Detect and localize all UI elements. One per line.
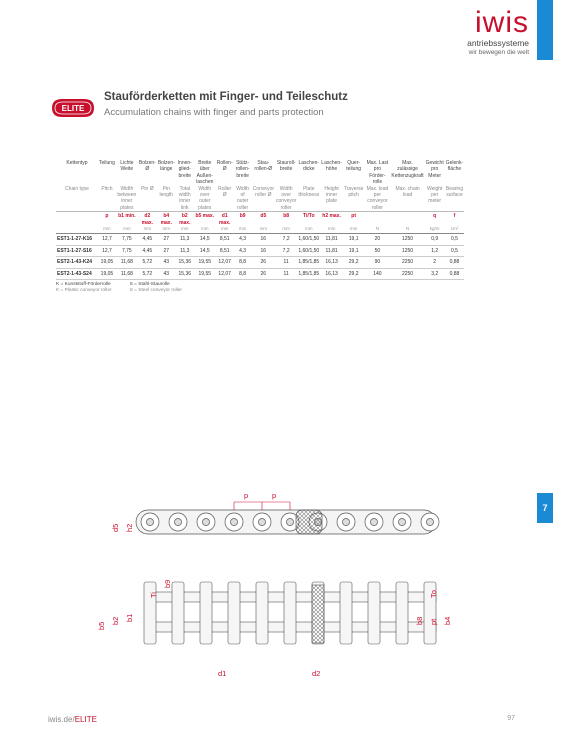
symbols-cell: b5 max.	[194, 212, 216, 226]
pin-side	[203, 519, 210, 526]
table-cell: 11,3	[176, 234, 194, 246]
table-cell: EST1-1-27-S16	[56, 245, 98, 257]
table-cell: 16	[252, 234, 275, 246]
table-cell: 26	[252, 268, 275, 280]
label-d5: d5	[111, 523, 120, 532]
pin-side	[259, 519, 266, 526]
label-b8: b8	[415, 616, 424, 625]
badge-text: ELITE	[61, 104, 85, 113]
headers_en-cell: Weight per meter	[426, 185, 443, 205]
footer-link[interactable]	[48, 715, 97, 724]
table-cell: 0,5	[445, 245, 465, 257]
units-cell: cm²	[445, 226, 465, 234]
table-cell: 12,07	[216, 268, 234, 280]
symbols-cell: b1 min.	[116, 212, 138, 226]
table-row	[56, 257, 464, 269]
units-cell: mm	[320, 226, 343, 234]
pin-side	[427, 519, 434, 526]
headers_en-cell: Height inner plate	[324, 185, 339, 205]
page-number: 97	[507, 715, 515, 722]
headers_en-cell: Traverse pitch	[343, 185, 364, 199]
table-cell: 19,1	[343, 245, 365, 257]
roller-plan	[228, 582, 240, 644]
units-cell: mm	[252, 226, 275, 234]
headers_en-cell: Pin length	[159, 185, 174, 199]
headers_de-cell: Laschen-höhe	[321, 160, 342, 173]
label-pt: pt	[429, 618, 438, 625]
table-cell: 11,68	[116, 268, 138, 280]
headers_de-cell: Lichte Weite	[120, 160, 134, 173]
symbols-cell: b9	[234, 212, 252, 226]
table-cell: 27	[157, 234, 176, 246]
footer-section: ELITE	[74, 715, 97, 724]
table-cell: 11,3	[176, 245, 194, 257]
units-cell: mm	[157, 226, 176, 234]
table-cell: 19,1	[343, 234, 365, 246]
label-h2: h2	[125, 523, 134, 532]
symbols-cell: b4 max.	[157, 212, 176, 226]
symbols-cell: pt	[343, 212, 365, 226]
table-cell: EST1-1-27-K16	[56, 234, 98, 246]
table-cell: 14,5	[194, 245, 216, 257]
legend-s	[130, 282, 182, 294]
legend	[56, 282, 182, 294]
table-cell: 4,3	[234, 234, 252, 246]
table-cell: 1250	[390, 234, 424, 246]
headers_de-cell: Max. Last pro Förder-rolle	[366, 160, 389, 186]
pin-side	[231, 519, 238, 526]
page-subtitle: Accumulation chains with finger and parts protection	[104, 107, 324, 118]
table-cell: 16,13	[320, 257, 343, 269]
label-b5: b5	[97, 621, 106, 630]
symbols-cell: d5	[252, 212, 275, 226]
brand-line2: wir bewegen die welt	[468, 49, 529, 56]
table-cell: 2250	[390, 268, 424, 280]
symbols-cell: d1 max.	[216, 212, 234, 226]
header-row-de	[56, 160, 464, 186]
table-cell: 5,72	[138, 257, 157, 269]
roller-plan	[340, 582, 352, 644]
table-cell: 43	[157, 257, 176, 269]
units-cell: mm	[275, 226, 297, 234]
table-cell: 0,5	[445, 234, 465, 246]
roller-plan	[144, 582, 156, 644]
table-cell: 4,3	[234, 245, 252, 257]
brand-line1: antriebssysteme	[467, 38, 529, 48]
headers_en-cell: Pin Ø	[141, 185, 154, 192]
table-cell: 12,7	[98, 234, 116, 246]
headers_de-cell: Breite über Außen-laschen	[196, 160, 214, 186]
table-row	[56, 234, 464, 246]
headers_de-cell: Innen-glied-breite	[177, 160, 192, 179]
spec-table	[56, 160, 464, 280]
table-cell: 11,81	[320, 234, 343, 246]
symbols-cell: b8	[275, 212, 297, 226]
headers_en-cell: Pitch	[101, 185, 113, 192]
symbols-cell: Ti/To	[297, 212, 320, 226]
pin-side	[399, 519, 406, 526]
legend-s-en: S = Steel conveyor roller	[129, 288, 182, 293]
units-cell: mm	[116, 226, 138, 234]
units-cell: N	[390, 226, 424, 234]
label-p2: p	[272, 491, 277, 500]
headers_de-cell: Gewicht pro Meter	[425, 160, 444, 179]
roller-plan	[256, 582, 268, 644]
headers_en-cell: Total width inner link	[178, 185, 191, 211]
roller-plan	[368, 582, 380, 644]
headers_en-cell: Width of outer roller	[236, 185, 249, 211]
table-cell: 43	[157, 268, 176, 280]
unit-row	[56, 226, 464, 234]
table-cell: 3,2	[425, 268, 445, 280]
chain-drawing	[86, 480, 456, 680]
legend-k-en: K = Plastic conveyor roller	[56, 288, 112, 293]
units-cell	[56, 226, 98, 234]
table-cell: 8,8	[234, 268, 252, 280]
units-cell: mm	[343, 226, 365, 234]
units-cell: mm	[176, 226, 194, 234]
table-cell: 15,36	[176, 268, 194, 280]
units-cell: mm	[216, 226, 234, 234]
symbols-cell: d2 max.	[138, 212, 157, 226]
table-cell: 12,7	[98, 245, 116, 257]
headers_en-cell: Conveyor roller Ø	[252, 185, 275, 199]
pin-side	[175, 519, 182, 526]
chapter-tab: 7	[537, 493, 553, 523]
table-cell: 29,2	[343, 257, 365, 269]
table-cell: 19,05	[98, 268, 116, 280]
label-b4: b4	[443, 616, 452, 625]
table-cell: 1,85/1,85	[297, 268, 320, 280]
table-cell: 19,55	[194, 268, 216, 280]
headers_de-cell: Kettentyp	[66, 160, 88, 166]
headers_de-cell: Stau-rollen-Ø	[254, 160, 273, 173]
headers_de-cell: Quer-teilung	[346, 160, 362, 173]
symbols-cell	[364, 212, 390, 226]
roller-plan	[396, 582, 408, 644]
symbol-row	[56, 212, 464, 226]
headers_en-cell: Chain type	[65, 185, 89, 192]
units-cell: mm	[234, 226, 252, 234]
table-cell: 8,51	[216, 245, 234, 257]
page-title: Stauförderketten mit Finger- und Teileschutz	[104, 91, 348, 103]
label-p1: p	[244, 491, 249, 500]
brand-logo	[467, 8, 529, 57]
headers_en-cell: Width over outer plates	[198, 185, 212, 211]
headers_de-cell: Rollen-Ø	[216, 160, 233, 173]
roller-plan	[200, 582, 212, 644]
pin-side	[287, 519, 294, 526]
headers_en-cell: Bearing surface	[445, 185, 464, 199]
headers_en-cell: Width over conveyor roller	[276, 185, 297, 211]
table-cell: 0,88	[445, 257, 465, 269]
label-d2: d2	[312, 669, 321, 678]
table-cell: 8,51	[216, 234, 234, 246]
pitch-dimension	[234, 502, 290, 510]
symbols-cell: b2 max.	[176, 212, 194, 226]
table-cell: 11	[275, 268, 297, 280]
symbols-cell: p	[98, 212, 116, 226]
table-cell: 1,60/1,50	[297, 234, 320, 246]
headers_en-cell: Plate thickness	[298, 185, 320, 199]
table-cell: 90	[364, 257, 390, 269]
brand-name: iwis	[475, 6, 529, 39]
table-cell: 5,72	[138, 268, 157, 280]
headers_en-cell: Max. load per conveyor roller	[366, 185, 389, 211]
units-cell: N	[364, 226, 390, 234]
units-cell: mm	[297, 226, 320, 234]
section-tab	[537, 0, 553, 60]
table-cell: 29,2	[343, 268, 365, 280]
header-row-en	[56, 186, 464, 212]
headers_de-cell: Stauroll-breite	[276, 160, 296, 173]
table-cell: 1250	[390, 245, 424, 257]
pin-side	[147, 519, 154, 526]
headers_de-cell: Gelenk-fläche	[445, 160, 464, 173]
table-cell: 16	[252, 245, 275, 257]
table-cell: 8,8	[234, 257, 252, 269]
roller-plan	[284, 582, 296, 644]
table-cell: EST2-1-43-S24	[56, 268, 98, 280]
elite-badge	[48, 95, 98, 121]
headers_de-cell: Stütz-rollen-breite	[235, 160, 250, 179]
table-cell: 12,07	[216, 257, 234, 269]
legend-s-de: S = Stahl-Staurolle	[129, 282, 170, 287]
table-cell: 7,75	[116, 234, 138, 246]
legend-k-de: K = Kunststoff-Förderrolle	[56, 282, 111, 287]
headers_en-cell: Roller Ø	[218, 185, 232, 199]
table-cell: 4,45	[138, 245, 157, 257]
table-cell: 27	[157, 245, 176, 257]
table-cell: 1,85/1,85	[297, 257, 320, 269]
legend-k	[56, 282, 112, 294]
headers_de-cell: Teilung	[99, 160, 115, 166]
table-cell: 15,36	[176, 257, 194, 269]
units-cell: kg/m	[425, 226, 445, 234]
table-cell: 4,45	[138, 234, 157, 246]
table-cell: 7,2	[275, 245, 297, 257]
table-cell: 1,60/1,50	[297, 245, 320, 257]
label-b2: b2	[111, 616, 120, 625]
table-cell: 26	[252, 257, 275, 269]
table-cell: 11,68	[116, 257, 138, 269]
label-To: To	[429, 590, 438, 598]
table-cell: 1,2	[425, 245, 445, 257]
units-cell: mm	[138, 226, 157, 234]
label-d1: d1	[218, 669, 227, 678]
table-cell: 19,05	[98, 257, 116, 269]
symbols-cell: q	[425, 212, 445, 226]
table-cell: 11	[275, 257, 297, 269]
symbols-cell	[56, 212, 98, 226]
table-cell: 0,88	[445, 268, 465, 280]
headers_en-cell: Max. chain load	[395, 185, 420, 199]
table-cell: 50	[364, 245, 390, 257]
table-cell: EST2-1-43-K24	[56, 257, 98, 269]
table-cell: 19,55	[194, 257, 216, 269]
symbols-cell	[390, 212, 424, 226]
table-cell: 14,5	[194, 234, 216, 246]
pin-side	[371, 519, 378, 526]
label-b9: b9	[163, 579, 172, 588]
table-cell: 7,75	[116, 245, 138, 257]
headers_en-cell: Width between inner plates	[117, 185, 137, 211]
chain-plan-view	[144, 579, 436, 644]
table-row	[56, 245, 464, 257]
units-cell: mm	[98, 226, 116, 234]
pin-side	[343, 519, 350, 526]
table-cell: 7,2	[275, 234, 297, 246]
symbols-cell: h2 max.	[320, 212, 343, 226]
chain-side-view	[136, 510, 439, 534]
headers_de-cell: Bolzen-Ø	[138, 160, 156, 173]
table-cell: 2	[425, 257, 445, 269]
table-cell: 16,13	[320, 268, 343, 280]
headers_de-cell: Bolzen-länge	[157, 160, 175, 173]
roller-plan	[172, 582, 184, 644]
table-cell: 20	[364, 234, 390, 246]
table-cell: 2250	[390, 257, 424, 269]
label-b1: b1	[125, 613, 134, 622]
table-row	[56, 268, 464, 280]
symbols-cell: f	[445, 212, 465, 226]
headers_de-cell: Laschen-dicke	[298, 160, 320, 173]
label-Ti: Ti	[149, 592, 158, 598]
units-cell: mm	[194, 226, 216, 234]
table-cell: 0,9	[425, 234, 445, 246]
headers_de-cell: Max. zulässige Kettenzugkraft	[391, 160, 424, 179]
table-cell: 140	[364, 268, 390, 280]
footer-prefix: iwis.de/	[48, 715, 75, 724]
table-cell: 11,81	[320, 245, 343, 257]
